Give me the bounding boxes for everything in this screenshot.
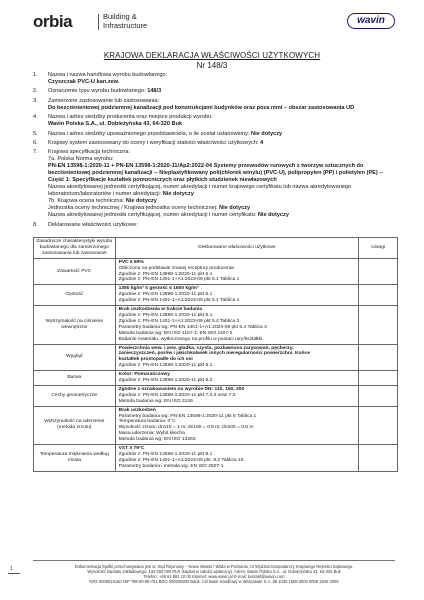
item-text: Do bezciśnieniowej podziemnej kanalizacji pod konstrukcjami budynków oraz poza nimi – obszar zastosowania UD (48, 104, 355, 111)
orbia-logo: orbia (33, 12, 73, 31)
declaration-item (33, 222, 397, 229)
performance-line: Temperatura badania: 0°C (118, 419, 176, 425)
performance-line: Parametry badania wg: PN-EN 13598-1:2020-11 pkt 8 Tablica 1 (118, 413, 257, 419)
item-text: Nazwa akredytowanej jednostki certyfikującej, numer akredytacji i numer certyfikatu: Nie dotyczy (48, 212, 289, 219)
col-header-performance: Deklarowane właściwości użytkowe (115, 238, 359, 259)
item-text: PN-EN 13598-1:2020-11 + PN-EN 13598-1:2020-11/Ap2:2022-04 Systemy przewodów rurowych z tworzyw sztucznych do bezciśnieniowej podziemnej kanalizacji -- Nieplastyfikowany poli(chlorek winylu) (PVC-U), polipropylen (PP) i polietylen (PE) -- Część 1: Specyfikacje kształtek pomocniczych oraz płytkich studzienek niewłazowych (48, 163, 384, 184)
declaration-number: Nr 148/3 (196, 61, 228, 70)
item-text: Nazwa i adres siedziby upoważnionego przedstawiciela, o ile został ustanowiony: Nie dotyczy (48, 130, 283, 137)
characteristic-cell: Barwa (34, 371, 116, 386)
performance-line: VST ≥ 79°C (118, 446, 145, 452)
col-header-remarks: Uwagi (359, 238, 398, 259)
table-row (34, 285, 398, 306)
item-text: 7a. Polska Norma wyrobu: (48, 156, 114, 163)
page-header (33, 12, 395, 32)
performance-line: Wysokość zrzutu: dn110 = 1 m; dn160 = 0,5 m; dn200 = 0,5 m (118, 425, 254, 431)
characteristic-cell: Wygląd (34, 344, 116, 371)
performance-line: Badanie materiału, wytłoczonego na profilu w postaci rury/kształtki. (118, 336, 264, 342)
table-row (34, 258, 398, 285)
item-number: 3. (33, 97, 38, 104)
item-text: 7b. Krajowa ocena techniczna: Nie dotyczy (48, 198, 157, 205)
item-text: Czyszczak PVC-U kan.zew. (48, 79, 120, 85)
remarks-cell (359, 385, 398, 406)
performance-table (33, 237, 398, 472)
table-row (34, 406, 398, 444)
page-number-rule (8, 573, 20, 574)
footer-registry: Dokumentacja Spółki przechowywana jest w: Sąd Rejonowy – Nowe Miasto i Wilda w Poznaniu, IX Wydział Gospodarczy Krajowego Rejestru Sądowego. (74, 564, 354, 569)
performance-line: Zgodnie z: PN-EN 13598-1:2020-11 pkt 6.1 (118, 363, 213, 369)
item-text: Nazwa akredytowanej jednostki certyfikującej, numer akredytacji i numer krajowego certyfikatu lub nazwa akredytowanego laboratorium/laboratoriów i numer akredytacji: Nie dotyczy (48, 184, 352, 198)
performance-line: Zgodnie z: PN-EN 13598-1:2020-11 pkt 6.2 (118, 378, 213, 384)
item-text: Oznaczenie typu wyrobu budowlanego: 148/3 (48, 88, 162, 95)
performance-line: Zgodnie z: PN-EN 1401-1+A1:2023-09 pkt 5.1 Tablica 1 (118, 277, 240, 283)
performance-line: 1350 kg/m³ ≤ gęstość ≤ 1600 kg/m³ (118, 286, 199, 292)
performance-line: Zgodnie z: PN-EN 1401-1+A1:2023-09 pkt 5.4 Tablica 3 (118, 318, 240, 324)
characteristic-cell: Zawartość PVC (34, 258, 116, 285)
performance-line: Zgodnie z: PN-EN 13598-1:2020-11 pkt 5.1 (118, 292, 213, 298)
item-text: Krajowy system zastosowany do oceny i weryfikacji stałości właściwości użytkowych: 4 (48, 139, 264, 146)
col-header-characteristic: Zasadnicze charakterystyki wyrobu budowlanego dla zamierzonego zastosowania lub zastosowań (34, 238, 116, 259)
table-row (34, 385, 398, 406)
declaration-item (33, 140, 397, 147)
table-header-row (34, 238, 398, 259)
remarks-cell (359, 445, 398, 472)
performance-line: Brak uszkodzeń (118, 407, 156, 413)
performance-line: zanieczyszczeń, porów i jakichkolwiek innych nieregularności powierzchni. Końce (118, 351, 310, 357)
performance-line: Zgodnie z: PN-EN 13598-1:2020-11 pkt 5.1 (118, 312, 213, 318)
item-text: Deklarowane właściwości użytkowe: (48, 221, 138, 228)
document-title: KRAJOWA DEKLARACJA WŁAŚCIWOŚCI UŻYTKOWYCH (103, 51, 321, 60)
performance-line: kształtek prostopadłe do ich osi (118, 357, 193, 363)
performance-line: Zgodnie z: PN-EN 1401-1+A1:2023-09 pkt 5.1 Tablica 1 (118, 298, 240, 304)
performance-cell (115, 285, 359, 306)
item-number: 7. (33, 149, 38, 156)
item-number: 2. (33, 88, 38, 95)
footer-ids: KRS 0000515160 NIP 788-00-08-751 BDO 000006900 Bank: Citi Bank Handlowy w Warszawie S.A. 58 1030 1508 0000 0008 1846 3006 (89, 579, 339, 584)
performance-line: Parametry badania i metoda wg: EN ISO 2507-1 (118, 463, 224, 469)
item-number: 4. (33, 114, 38, 121)
performance-line: Parametry badania wg: PN-EN 1401-1+A1:2023-09 pkt 5.4 Tablica 3 (118, 324, 267, 330)
performance-line: Zgodne z oznakowaniem na wyrobie DN: 110, 160, 200 (118, 386, 245, 392)
table-row (34, 344, 398, 371)
performance-cell (115, 306, 359, 344)
remarks-cell (359, 306, 398, 344)
performance-line: Obliczona na podstawie znanej receptury producenta (118, 265, 234, 271)
declaration-item (33, 72, 397, 86)
item-text: Nazwa i nazwa handlowa wyrobu budowlanego: (48, 72, 168, 78)
table-row (34, 445, 398, 472)
declaration-item (33, 88, 397, 95)
performance-line: Powierzchnia wew. i zew. gładka, czysta, pozbawiona zarysowań, pęcherzy, (118, 345, 294, 351)
remarks-cell (359, 285, 398, 306)
item-text: Krajowa specyfikacja techniczna: (48, 149, 131, 156)
item-number: 6. (33, 139, 38, 146)
performance-line: Zgodnie z: PN-EN 13598-1:2020-11 pkt 9.1 (118, 452, 213, 457)
page-footer (33, 560, 395, 584)
performance-line: Kolor: Pomarańczowy (118, 372, 170, 378)
item-text: Zamierzone zastosowanie lub zastosowania: (48, 97, 160, 104)
performance-cell (115, 406, 359, 444)
performance-cell (115, 371, 359, 386)
building-infrastructure-label: Building & Infrastructure (103, 12, 148, 30)
remarks-cell (359, 258, 398, 285)
wavin-logo: wavin (347, 13, 395, 29)
item-text: Wavin Polska S.A., ul. Dobieżyńska 43, 64-320 Buk (48, 121, 183, 128)
remarks-cell (359, 371, 398, 386)
declaration-item (33, 149, 397, 219)
table-row (34, 306, 398, 344)
declaration-item (33, 131, 397, 138)
performance-line: Metoda badania wg: EN ISO 3126 (118, 398, 193, 404)
characteristic-cell: Temperatura mięknienia według Vicata (34, 445, 116, 472)
performance-line: Brak uszkodzenia w trakcie badania (118, 307, 203, 313)
declaration-items (33, 72, 397, 231)
logo-divider (98, 14, 99, 30)
performance-cell (115, 344, 359, 371)
item-number: 8. (33, 221, 38, 228)
performance-line: Metoda badania wg: EN ISO 1167-1; EN ISO 1167-2 (118, 330, 233, 336)
performance-line: Zgodnie z: PN-EN 13598-1:2020-11 pkt 7.2,3 oraz 7.3 (118, 392, 236, 398)
performance-line: PVC ≥ 85% (118, 259, 144, 265)
table-row (34, 371, 398, 386)
performance-cell (115, 385, 359, 406)
page-number: 1 (10, 566, 13, 572)
characteristic-cell: Gęstość (34, 285, 116, 306)
remarks-cell (359, 344, 398, 371)
characteristic-cell: Wytrzymałość na ciśnienie wewnętrzne (34, 306, 116, 344)
performance-line: Metoda badania wg: EN ISO 13263 (118, 437, 196, 443)
footer-contact: Telefon: +48 61 891 10 00 Internet: www.wavin.pl E-mail: kontakt@wavin.com (143, 574, 285, 579)
item-text: Jednostka oceny technicznej / Krajowa jednostka oceny technicznej: Nie dotyczy (48, 205, 251, 212)
characteristic-cell: Wytrzymałość na uderzenie (metoda zrzutu) (34, 406, 116, 444)
declaration-item (33, 98, 397, 112)
footer-capital: Wysokość kapitału zakładowego: 133 000 000 PLN (kapitał w całości wpłacony). Adres: Wavin Polska S.A., ul. Dobieżyńska 43, 64-320 Buk (87, 569, 341, 574)
performance-cell (115, 258, 359, 285)
characteristic-cell: Cechy geometryczne (34, 385, 116, 406)
performance-line: Zgodnie z: PN-EN 1401-1+A1:2023-09 pkt. 9.2 Tablica 15 (118, 457, 244, 463)
remarks-cell (359, 406, 398, 444)
performance-cell (115, 445, 359, 472)
item-number: 5. (33, 130, 38, 137)
item-number: 1. (33, 72, 38, 78)
item-text: Nazwa i adres siedziby producenta oraz miejsce produkcji wyrobu: (48, 114, 213, 121)
performance-line: Masa uderzenia: Wybit kliecha (118, 431, 185, 437)
performance-line: Zgodnie z: PN-EN 13598-1:2020-11 pkt 5.1 (118, 271, 213, 277)
declaration-item (33, 114, 397, 128)
